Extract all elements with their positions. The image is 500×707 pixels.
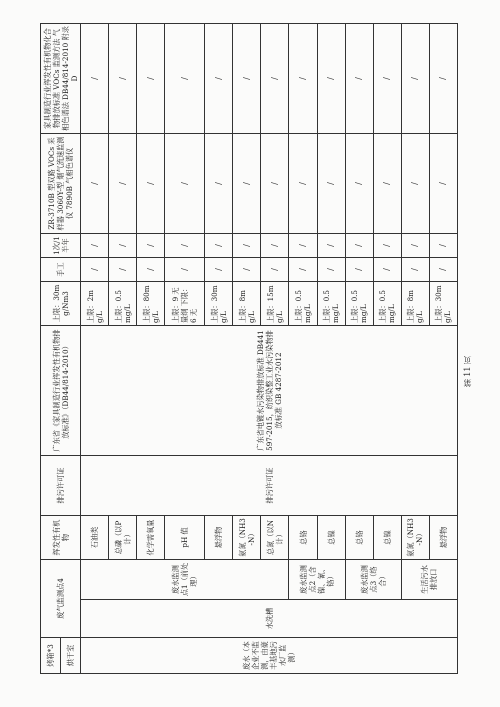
table-cell: / (81, 133, 109, 233)
table-cell: / (261, 133, 289, 233)
table-cell: 上限：30mg/L (205, 281, 233, 325)
table-cell: / (317, 233, 345, 257)
table-cell: 水洗槽 (81, 600, 458, 638)
table-cell: / (81, 257, 109, 281)
table-cell: / (109, 233, 137, 257)
table-cell: 上限：9 无量纲 下限：6 无 (165, 281, 205, 325)
monitoring-table (40, 23, 458, 674)
table-cell: / (165, 23, 205, 133)
table-cell: 上限：30mg/L (429, 281, 457, 325)
table-cell: / (429, 23, 457, 133)
table-cell: / (137, 257, 165, 281)
table-cell: / (205, 257, 233, 281)
table-cell: 排污许可证 (41, 455, 81, 515)
table-cell: pH 值 (165, 515, 205, 559)
table-cell: 上限：15mg/L (261, 281, 289, 325)
table-row (41, 23, 61, 673)
table-cell: / (165, 133, 205, 233)
table-cell: / (137, 133, 165, 233)
table-cell: 上限：0.5mg/L (345, 281, 373, 325)
table-cell: 废气监测点4 (41, 559, 81, 637)
table-cell: / (233, 133, 261, 233)
table-cell: / (345, 23, 373, 133)
table-cell: 总镍 (373, 515, 401, 559)
table-cell: 上限：0.5mg/L (289, 281, 317, 325)
table-cell: 总铬 (289, 515, 317, 559)
table-cell: 排污许可证 (81, 455, 458, 515)
table-cell: / (81, 23, 109, 133)
table-cell: 上限：8mg/L (233, 281, 261, 325)
table-cell: / (81, 233, 109, 257)
table-cell: 废水监测点2（含镍、氰、铬） (289, 559, 345, 599)
table-cell: / (289, 23, 317, 133)
table-cell: / (345, 257, 373, 281)
table-cell: / (401, 257, 429, 281)
table-cell: / (233, 233, 261, 257)
table-cell: 总氮（以N计） (261, 515, 289, 559)
table-cell: 废水监测点3（络合） (345, 559, 401, 599)
table-cell: 废水（本企业不监测，由豪丰基地污水厂监测） (81, 638, 458, 674)
table-cell: / (109, 133, 137, 233)
table-cell: 1次/1半年 (41, 233, 81, 257)
table-cell: / (289, 133, 317, 233)
table-cell: 广东省电镀水污染物排放标准 DB441597-2015，纺织染整工业水污染物排放标准 GB 4287-2012 (81, 325, 458, 455)
table-cell: ZR-3710B 型双路 VOCs 采样器 3060Y-型 烟气流速监测仪 7890B 气相色谱仪 (41, 133, 81, 233)
page-number: 第 11 页 (463, 356, 472, 388)
table-cell: / (429, 133, 457, 233)
table-cell: / (317, 133, 345, 233)
table-cell: / (373, 233, 401, 257)
table-cell: 上限：30mg/Nm3 (41, 281, 81, 325)
table-cell: 悬浮物 (429, 515, 457, 559)
table-cell: 上限：0.5mg/L (317, 281, 345, 325)
table-cell: 生活污水排放口 (401, 559, 457, 599)
table-cell: / (205, 233, 233, 257)
table-body (41, 23, 458, 673)
table-cell: / (205, 23, 233, 133)
table-cell: / (345, 233, 373, 257)
table-cell: 总铬 (345, 515, 373, 559)
table-cell: / (165, 233, 205, 257)
table-cell: / (205, 133, 233, 233)
table-cell: / (261, 233, 289, 257)
table-cell: 悬浮物 (205, 515, 233, 559)
table-cell: / (317, 257, 345, 281)
rotated-table-area (40, 18, 458, 674)
table-cell: 上限：8mg/L (401, 281, 429, 325)
table-cell: / (137, 23, 165, 133)
table-row (81, 23, 109, 673)
table-cell: / (373, 257, 401, 281)
table-cell: / (233, 23, 261, 133)
table-cell: 烘干室 (61, 638, 81, 674)
table-cell: 挥发性有机物 (41, 515, 81, 559)
table-cell: / (373, 133, 401, 233)
table-cell: / (429, 257, 457, 281)
table-cell: / (373, 23, 401, 133)
table-cell: 总磷（以P计） (109, 515, 137, 559)
table-cell: 手工 (41, 257, 81, 281)
table-cell: 上限：2mg/L (81, 281, 109, 325)
table-cell: / (401, 233, 429, 257)
table-cell: / (137, 233, 165, 257)
table-cell: 上限：0.5mg/L (373, 281, 401, 325)
table-cell: 石油类 (81, 515, 109, 559)
table-cell: 家具制造行业挥发性有机物化合物排放标准 VOCs 监测方法 气相色谱法 DB44/814-2010 附录 D (41, 23, 81, 133)
table-cell: / (109, 257, 137, 281)
table-cell: / (345, 133, 373, 233)
table-cell: 废水监测点1（前处理） (81, 559, 289, 599)
table-cell: 广东省《家具制造行业挥发性有机物排放标准》（DB44/814-2010） (41, 325, 81, 455)
table-cell: / (401, 23, 429, 133)
table-cell: / (261, 23, 289, 133)
table-cell: 总镍 (317, 515, 345, 559)
table-cell: / (261, 257, 289, 281)
table-cell: 上限：0.5mg/L (109, 281, 137, 325)
monitoring-table-wrapper (40, 24, 458, 674)
table-cell: / (401, 133, 429, 233)
table-cell: 上限：80mg/L (137, 281, 165, 325)
table-cell: 氨氮（NH3-N） (401, 515, 429, 559)
table-cell: / (317, 23, 345, 133)
table-cell: / (233, 257, 261, 281)
table-cell: / (429, 233, 457, 257)
table-cell: / (165, 257, 205, 281)
table-cell: 化学需氧量 (137, 515, 165, 559)
table-cell: / (289, 233, 317, 257)
table-cell: 氨氮（NH3-N） (233, 515, 261, 559)
table-cell: / (109, 23, 137, 133)
table-cell: / (289, 257, 317, 281)
table-cell: 烤箱*3 (41, 638, 61, 674)
